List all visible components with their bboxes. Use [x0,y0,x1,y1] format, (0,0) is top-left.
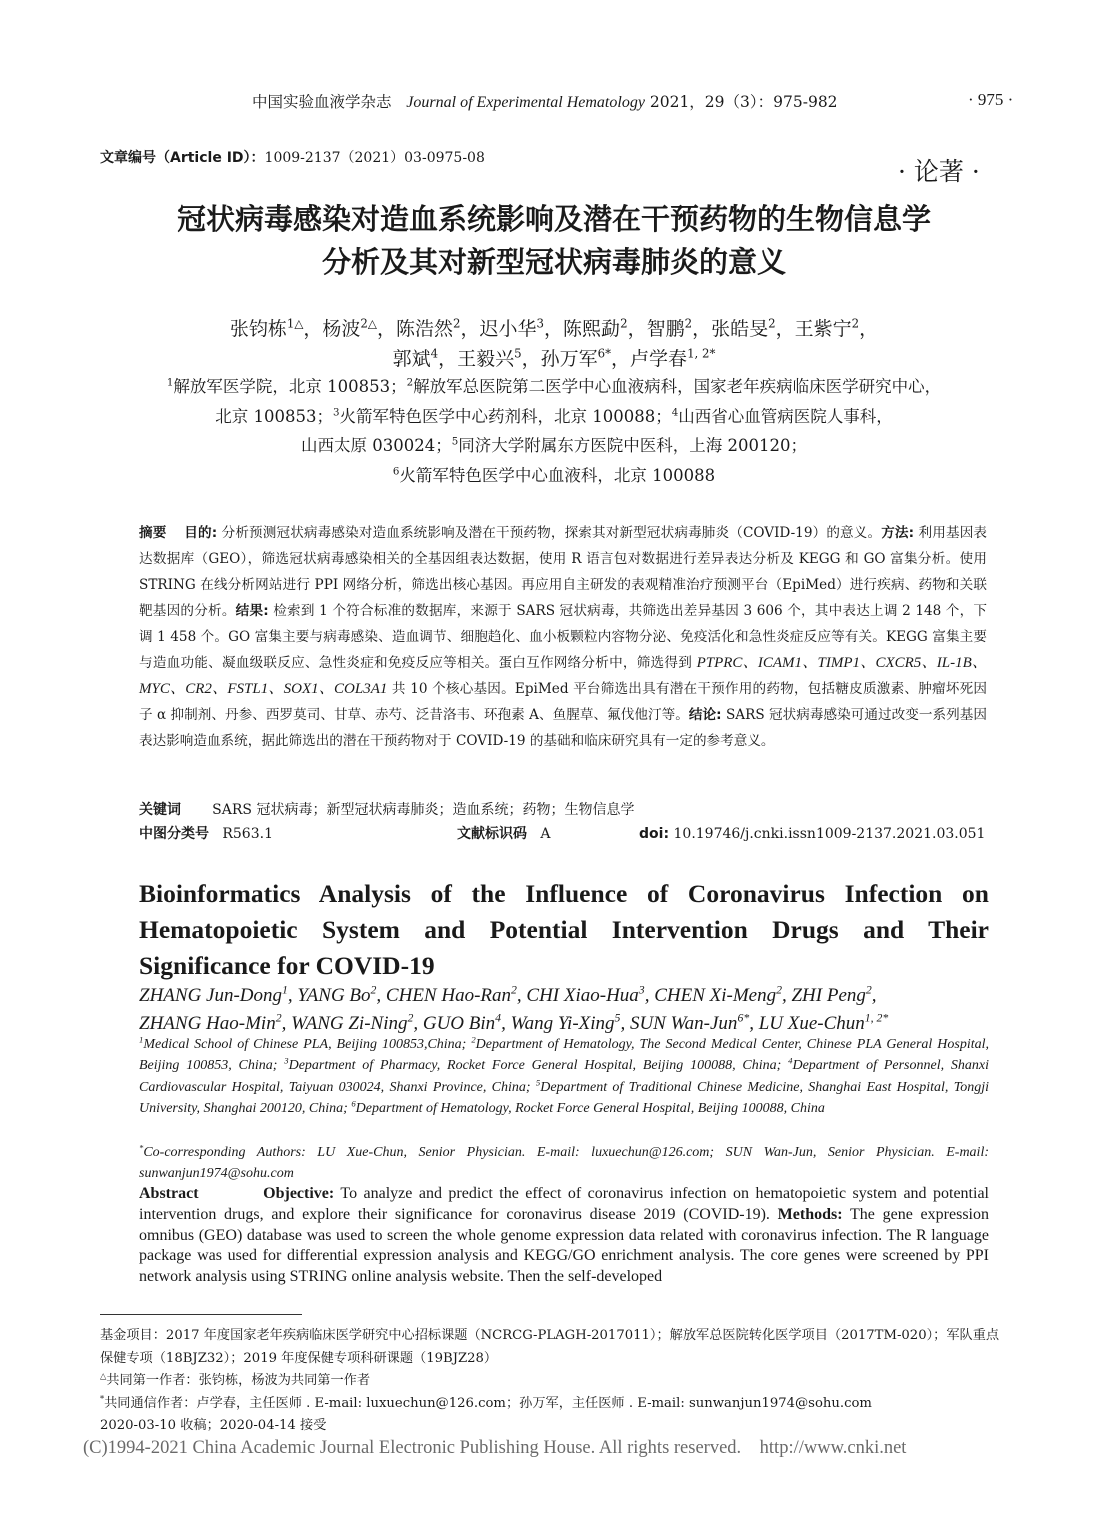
title-cn-line-2: 分析及其对新型冠状病毒肺炎的意义 [321,245,786,279]
author-mark: 2 [851,316,860,331]
author-en: ZHANG Jun-Dong [139,985,283,1006]
affil-mark: 4 [671,407,679,418]
doc-code-label: 文献标识码 [457,826,527,842]
author-mark: 2 [511,983,517,997]
corresponding-text: Co-corresponding Authors: LU Xue-Chun, Senior Physician. E-mail: luxuechun@126.com; SUN Wan-Jun, Senior Physician. E-mail: sunwanjun1974@sohu.com [139,1145,989,1182]
objective-cn: 分析预测冠状病毒感染对造血系统影响及潜在干预药物，探索其对新型冠状病毒肺炎（COVID-19）的意义。 [221,525,882,541]
author-mark: 4 [430,346,439,361]
author-cn: 陈浩然 [395,318,453,340]
author-mark: 1 [282,983,288,997]
author-en: CHEN Hao-Ran [385,985,511,1006]
author-mark: 6* [597,346,612,361]
title-en: Bioinformatics Analysis of the Influence of Coronavirus Infection on Hematopoietic System and Potential Intervention Drugs and Their Significance for COVID-19 [139,879,989,980]
doc-code [457,822,550,846]
author-cn: 陈熙勐 [563,318,621,340]
author-mark: 4 [495,1011,502,1025]
author-mark: 2 [684,316,693,331]
authors-cn [0,314,1108,374]
conclusion-cn: SARS 冠状病毒感染可通过改变一系列基因表达影响造血系统，据此筛选出的潜在干预药物对于 COVID-19 的基础和临床研究具有一定的参考意义。 [139,707,988,749]
journal-title-en: Journal of Experimental Hematology [406,94,645,111]
page-number: · 975 · [968,90,1014,109]
clc-value: R563.1 [222,826,273,842]
cofirst-mark: △ [100,1370,107,1381]
article-id-label: 文章编号（Article ID）： [100,150,265,166]
affiliations-cn [0,372,1108,490]
author-cn: 智鹏 [646,318,685,340]
methods-cn: 利用基因表达数据库（GEO），筛选冠状病毒感染相关的全基因组表达数据，使用 R 语言包对数据进行差异表达分析及 KEGG 和 GO 富集分析。使用 STRING 在线分析网站进行 PPI 网络分析，筛选出核心基因。再应用自主研发的表观精准治疗预测平台（EpiMed）进行疾病、药物和关联靶基因的分析。 [139,525,988,619]
column-tag: · 论著 · [898,157,980,186]
author-mark: 6* [737,1011,750,1025]
author-cn: 杨波 [322,318,361,340]
results-cn-label: 结果: [235,603,269,619]
title-cn-line-1: 冠状病毒感染对造血系统影响及潜在干预药物的生物信息学 [176,202,931,236]
keywords-value: SARS 冠状病毒；新型冠状病毒肺炎；造血系统；药物；生物信息学 [212,802,635,818]
affil-mark: 2 [406,377,414,389]
doi-value: 10.19746/j.cnki.issn1009-2137.2021.03.051 [673,826,986,842]
affiliation-cn: 火箭军特色医学中心药剂科，北京 100088； [339,406,672,426]
corr-mark: * [139,1142,144,1153]
author-cn: 王毅兴 [457,348,515,370]
abstract-en [139,1184,989,1288]
authors-cn-line-2: 郭斌$^4$，王毅兴$^5$，孙万军$^{6*}$，卢学春$^{1, 2*}$ [392,346,716,370]
author-mark: 2 [776,983,782,997]
affiliation-en: Department of Hematology, Rocket Force General Hospital, Beijing 100088, China [355,1101,825,1117]
affiliation-cn: 解放军医学院，北京 100853； [173,377,407,396]
author-en: SUN Wan-Jun [629,1013,738,1034]
author-en: LU Xue-Chun [758,1013,865,1034]
affiliation-en: Department of Hematology, The Second Medical Center, Chinese PLA General Hospital, Beijing 100853, China; [139,1037,989,1074]
corr-mark: * [100,1393,105,1404]
author-en: CHEN Xi-Meng [654,985,777,1006]
objective-en-label: Objective: [263,1185,335,1202]
doi [639,822,985,846]
affil-cn-line-4 [0,461,1108,491]
author-mark: 2 [453,316,461,331]
author-mark: 2 [620,316,628,331]
abstract-cn [139,520,987,754]
affil-cn-line-1 [0,372,1108,402]
journal-title-cn: 中国实验血液学杂志 [252,93,392,111]
doi-label: doi: [639,826,670,842]
article-id [100,147,485,167]
methods-en-label: Methods: [777,1205,843,1223]
affil-mark: 4 [788,1055,793,1066]
author-en: ZHI Peng [791,985,866,1006]
author-mark: 1, 2* [687,346,716,361]
affil-mark: 6 [392,466,400,477]
objective-cn-label: 目的: [184,525,218,541]
core-genes: PTPRC、ICAM1、TIMP1、CXCR5、IL-1B、MYC、CR2、FSTL1、SOX1、COL3A1 [139,655,987,697]
affil-mark: 1 [166,377,174,389]
affil-cn-line-2 [0,402,1108,432]
author-mark: 5 [614,1011,621,1025]
affiliation-cn: 火箭军特色医学中心血液科，北京 100088 [399,465,716,485]
affiliation-cn: 解放军总医院第二医学中心血液病科，国家老年疾病临床医学研究中心， [413,377,942,396]
affil-mark: 5 [535,1077,541,1088]
author-mark: 1, 2* [864,1011,889,1025]
results-cn: 检索到 1 个符合标准的数据库，来源于 SARS 冠状病毒，共筛选出差异基因 3 606 个，其中表达上调 2 148 个，下调 1 458 个。GO 富集主要与病毒感染、造血调节、细胞趋化、血小板颗粒内容物分泌、免疫活化和急性炎症反应等有关。KEGG 富集主要与造血功能、凝血级联反应、急性炎症和免疫反应等相关。蛋白互作网络分析中，筛选得到 [139,603,988,671]
affiliations-en [139,1034,989,1120]
affiliation-cn: 同济大学附属东方医院中医科，上海 200120； [458,436,807,455]
author-cn: 孙万军 [540,348,598,370]
objective-en: To analyze and predict the effect of coronavirus infection on hematopoietic system and potential intervention drugs, and explore their significance for coronavirus disease 2019 (COVID-19). [139,1185,989,1223]
author-en: Wang Yi-Xing [510,1013,615,1034]
methods-cn-label: 方法: [881,525,915,541]
affil-mark: 2 [471,1034,476,1045]
affiliation-en: Medical School of Chinese PLA, Beijing 100853,China; [143,1037,472,1052]
author-mark: 2△ [360,316,377,331]
citation: 2021，29（3）：975-982 [649,93,838,111]
affil-mark: 6 [351,1098,356,1109]
footnote-divider [100,1314,302,1315]
affil-mark: 3 [284,1055,289,1066]
author-cn: 张皓旻 [711,318,769,340]
affiliation-en: Department of Personnel, Shanxi Cardiovascular Hospital, Taiyuan 030024, Shanxi Province, China; [139,1058,990,1095]
author-cn: 郭斌 [392,348,431,370]
author-cn: 卢学春 [630,348,688,370]
author-mark: 2 [275,1011,282,1025]
affiliation-cn-cont: 山西太原 030024； [301,436,452,455]
author-mark: 2 [768,316,776,331]
journal-citation [252,90,838,112]
clc-label: 中图分类号 [139,826,209,842]
dates-note: 2020-03-10 收稿；2020-04-14 接受 [100,1418,327,1434]
author-mark: 5 [514,346,522,361]
author-en: ZHANG Hao-Min [139,1013,276,1034]
methods-en: The gene expression omnibus (GEO) database was used to screen the whole genome expression data related with coronavirus infection. The R language package was used for differential expression analysis and KEGG/GO enrichment analysis. The core genes were screened by PPI network analysis using STRING online analysis website. Then the self-developed [139,1205,989,1286]
classification-row [139,822,987,846]
affil-mark: 5 [451,436,459,448]
keywords-label: 关键词 [139,802,181,818]
author-mark: 2 [865,983,872,997]
doc-code-value: A [540,826,551,842]
author-cn: 迟小华 [479,318,537,340]
author-mark: 1△ [286,316,304,331]
affil-mark: 1 [139,1034,144,1045]
author-en: GUO Bin [422,1013,496,1034]
correspondence-text: 共同通信作者：卢学春，主任医师 . E-mail: luxuechun@126.com；孙万军，主任医师 . E-mail: sunwanjun1974@sohu.com [104,1395,872,1411]
author-cn: 张钧栋 [229,318,287,340]
affiliation-cn: 山西省心血管病医院人事科， [678,406,893,426]
keywords-cn [139,798,987,822]
authors-cn-line-1: 张钧栋$^{1\triangle}$，杨波$^{2\triangle}$，陈浩然$^2$，迟小华$^3$，陈熙勐$^2$，智鹏$^2$，张皓旻$^2$，王紫宁$^2$， [229,316,879,340]
author-mark: 2 [407,1011,414,1025]
conclusion-cn-label: 结论: [688,707,722,723]
author-mark: 3 [536,316,545,331]
copyright-watermark: (C)1994-2021 China Academic Journal Electronic Publishing House. All rights reserved. http://www.cnki.net [83,1438,907,1458]
affiliation-cn-cont: 北京 100853； [215,406,333,426]
abstract-cn-label: 摘要 [139,525,167,541]
article-id-value: 1009-2137（2021）03-0975-08 [264,150,485,166]
author-en: WANG Zi-Ning [291,1013,408,1034]
affil-mark: 3 [332,407,340,418]
author-en: YANG Bo [297,985,371,1006]
cofirst-note [100,1370,1000,1393]
abstract-en-label: Abstract [139,1185,199,1202]
author-cn: 王紫宁 [794,318,852,340]
correspondence-note [100,1393,1000,1416]
affiliation-en: Department of Traditional Chinese Medicine, Shanghai East Hospital, Tongji University, Shanghai 200120, China; [139,1079,989,1117]
affiliation-en: Department of Pharmacy, Rocket Force General Hospital, Beijing 100088, China; [288,1058,789,1074]
cofirst-text: 共同第一作者：张钧栋，杨波为共同第一作者 [106,1373,371,1389]
footnotes [100,1325,1000,1438]
title-cn [0,198,1108,284]
author-en: CHI Xiao-Hua [526,985,639,1006]
authors-en: ZHANG Jun-Dong$^1$, YANG Bo$^2$, CHEN Hao-Ran$^2$, CHI Xiao-Hua$^3$, CHEN Xi-Meng$^2$, ZHI Peng$^2$, ZHANG Hao-Min$^2$, WANG Zi-Ning$^2$, GUO Bin$^4$, Wang Yi-Xing$^5$, SUN Wan-Jun$^{6*}$, LU Xue-Chun$^{1, 2*}$ [139,983,889,1034]
results-cn-cont: 共 10 个核心基因。EpiMed 平台筛选出具有潜在干预作用的药物，包括糖皮质激素、肿瘤坏死因子 α 抑制剂、丹参、西罗莫司、甘草、赤芍、泛昔洛韦、环孢素 A、鱼腥草、氟伐他汀等。 [139,681,988,723]
corresponding-authors-en [139,1142,989,1185]
author-mark: 2 [370,983,377,997]
author-mark: 3 [638,983,645,997]
fund-note: 基金项目：2017 年度国家老年疾病临床医学研究中心招标课题（NCRCG-PLAGH-2017011）；解放军总医院转化医学项目（2017TM-020）；军队重点保健专项（18BJZ32）；2019 年度保健专项科研课题（19BJZ28） [100,1328,1000,1366]
affil-cn-line-3 [0,431,1108,461]
